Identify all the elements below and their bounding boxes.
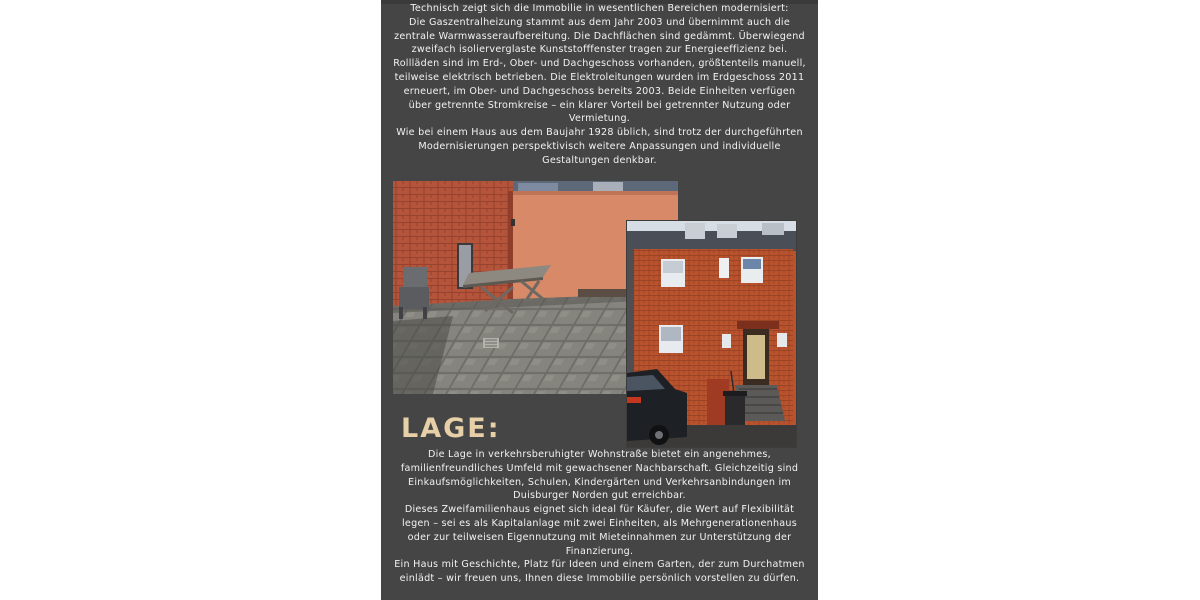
- text-line: zweifach isolierverglaste Kunststofffenster tragen zur Energieeffizienz bei.: [411, 44, 788, 56]
- text-line: Technisch zeigt sich die Immobilie in wesentlichen Bereichen modernisiert:: [410, 3, 789, 14]
- house-facade-photo: [627, 221, 796, 447]
- text-line: über getrennte Stromkreise – ein klarer Vorteil bei getrennter Nutzung oder: [408, 99, 791, 111]
- text-line: teilweise elektrisch betrieben. Die Elektroleitungen wurden im Erdgeschoss 2011: [394, 71, 805, 83]
- technical-description: [391, 2, 808, 168]
- text-line: Modernisierungen perspektivisch weitere Anpassungen und individuelle: [418, 140, 781, 152]
- text-line: legen – sei es als Kapitalanlage mit zwei Einheiten, als Mehrgenerationenhaus: [402, 517, 797, 529]
- text-line: Ein Haus mit Geschichte, Platz für Ideen und einem Garten, der zum Durchatmen: [394, 559, 805, 571]
- text-line: Gestaltungen denkbar.: [542, 154, 657, 166]
- expose-page: [381, 0, 818, 600]
- text-line: Die Gaszentralheizung stammt aus dem Jahr 2003 und übernimmt auch die: [408, 16, 791, 28]
- text-line: oder zur teilweisen Eigennutzung mit Mieteinnahmen zur Unterstützung der: [407, 531, 792, 543]
- text-line: einlädt – wir freuen uns, Ihnen diese Immobilie persönlich vorstellen zu dürfen.: [399, 573, 800, 585]
- text-line: Wie bei einem Haus aus dem Baujahr 1928 üblich, sind trotz der durchgeführten: [396, 127, 803, 139]
- text-line: familienfreundliches Umfeld mit gewachsener Nachbarschaft. Gleichzeitig sind: [400, 462, 799, 474]
- text-line: Dieses Zweifamilienhaus eignet sich ideal für Käufer, die Wert auf Flexibilität: [404, 504, 795, 516]
- location-description: [391, 448, 808, 586]
- location-heading: LAGE:: [401, 413, 501, 444]
- text-line: Rollläden sind im Erd-, Ober- und Dachgeschoss vorhanden, größtenteils manuell,: [393, 58, 806, 70]
- text-line: Einkaufsmöglichkeiten, Schulen, Kindergärten und Verkehrsanbindungen im: [408, 476, 791, 488]
- text-line: Duisburger Norden gut erreichbar.: [513, 490, 686, 502]
- text-line: erneuert, im Ober- und Dachgeschoss bereits 2003. Beide Einheiten verfügen: [403, 85, 796, 97]
- text-line: Die Lage in verkehrsberuhigter Wohnstraße bietet ein angenehmes,: [428, 449, 771, 460]
- text-line: zentrale Warmwasseraufbereitung. Die Dachflächen sind gedämmt. Überwiegend: [394, 30, 805, 42]
- text-line: Vermietung.: [568, 113, 631, 125]
- text-line: Finanzierung.: [565, 545, 634, 557]
